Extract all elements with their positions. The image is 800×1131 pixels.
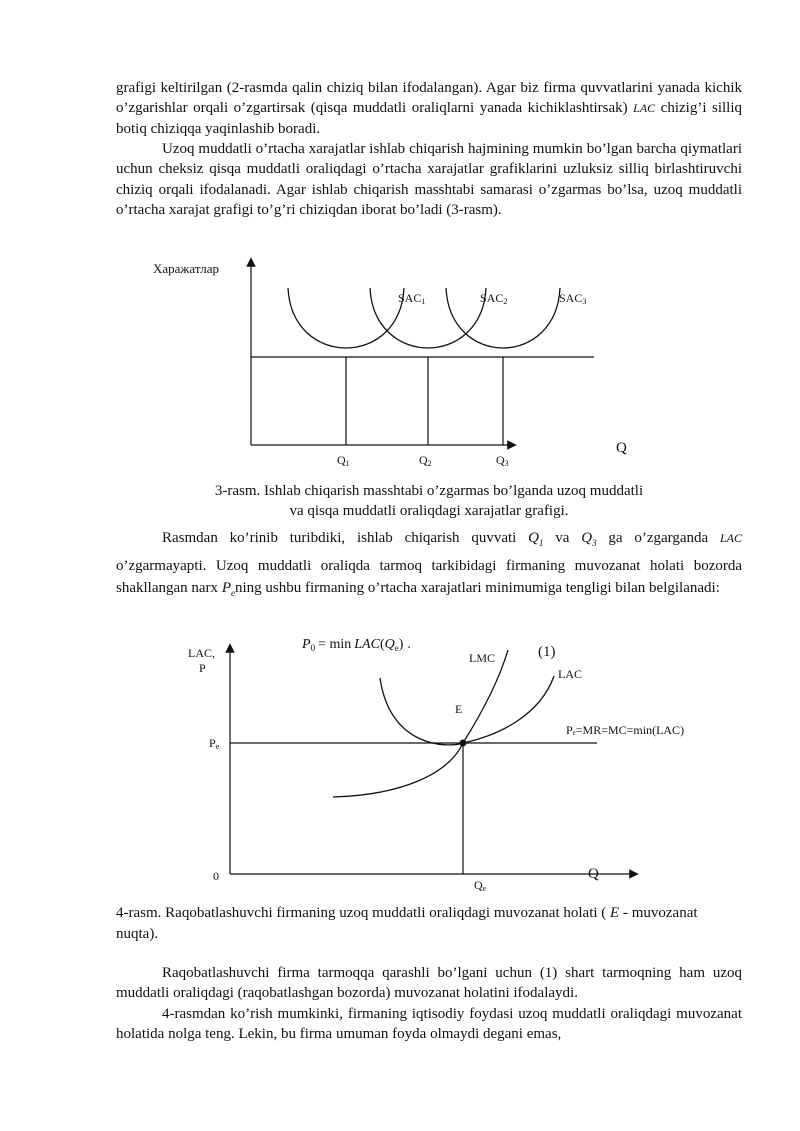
figure-4-chart bbox=[0, 625, 800, 900]
pe-symbol: $P_e$ bbox=[221, 580, 235, 598]
paragraph-2: Uzoq muddatli o’rtacha xarajatlar ishlab chiqarish hajmining mumkin bo’lgan barcha qiymatlari uchun cheksiz qisqa muddatli oraliqdagi o’rtacha xarajatlar grafiklarini uzluksiz silliq birlashtiruvchi chiziq orqali ifodalanadi. Agar ishlab chiqarish masshtabi samarasi o’zgarmas bo’lsa, uzoq muddatli o’rtacha xarajat grafigi to’g’ri chiziqdan iborat bo’ladi (3-rasm). bbox=[116, 141, 742, 218]
paragraph-1-text: grafigi keltirilgan (2-rasmda qalin chiziq bilan ifodalangan). Agar biz firma quvvatlarini yanada kichik o’zgarishlar orqali o’zgartirsak (qisqa muddatli oraliqlarni yanada kichiklashtirsak) bbox=[116, 80, 742, 117]
fig4-equilibrium-point bbox=[460, 740, 467, 747]
q3-symbol: $Q_3$ bbox=[581, 530, 597, 548]
fig3-sac1-curve bbox=[288, 288, 404, 348]
fig4-qe-label: Qe bbox=[474, 878, 487, 893]
fig4-y-label-2: P bbox=[199, 661, 206, 675]
paragraph-1-end: chizig’i silliq botiq chiziqqa yaqinlashib boradi. bbox=[116, 100, 742, 137]
fig4-formula: $P_0 = \min LAC(Q_e)$ . bbox=[302, 637, 411, 653]
fig4-e-label: E bbox=[455, 702, 463, 716]
figure-4-caption: 4-rasm. Raqobatlashuvchi firmaning uzoq muddatli oraliqdagi muvozanat holati ( E - muvozanat nuqta). bbox=[116, 905, 698, 942]
fig4-lmc-curve bbox=[333, 650, 508, 797]
fig4-pe-label: Pe bbox=[209, 736, 220, 751]
figure-3-caption-line-1: 3-rasm. Ishlab chiqarish masshtabi o’zgarmas bo’lganda uzoq muddatli bbox=[214, 483, 644, 499]
lac-symbol: LAC bbox=[633, 101, 656, 116]
lac-symbol-2: LAC bbox=[720, 531, 743, 545]
figure-3-caption-line-2: va qisqa muddatli oraliqdagi xarajatlar grafigi. bbox=[289, 503, 569, 519]
figure-3-caption bbox=[116, 481, 742, 521]
e-symbol: E bbox=[610, 905, 620, 921]
fig3-tick-q1: Q1 bbox=[337, 453, 350, 468]
fig3-tick-q2: Q2 bbox=[419, 453, 432, 468]
q1-symbol: $Q_1$ bbox=[528, 530, 544, 548]
fig4-x-label: Q bbox=[588, 866, 599, 882]
fig4-lac-label: LAC bbox=[558, 667, 582, 681]
fig4-origin: 0 bbox=[213, 869, 219, 883]
fig4-y-label-1: LAC, bbox=[188, 646, 215, 660]
fig4-formula-number: (1) bbox=[538, 644, 556, 660]
fig3-y-label: Харажатлар bbox=[153, 261, 219, 276]
fig4-pe-line-label: Pₑ=MR=MC=min(LAC) bbox=[566, 723, 685, 737]
fig3-sac2-curve bbox=[370, 288, 486, 348]
fig3-tick-q3: Q3 bbox=[496, 453, 509, 468]
paragraph-6: 4-rasmdan ko’rish mumkinki, firmaning iqtisodiy foydasi uzoq muddatli oraliqdagi muvozanat holatida nolga teng. Lekin, bu firma umuman foyda olmaydi degani emas, bbox=[116, 1006, 742, 1043]
fig4-lac-curve bbox=[380, 676, 554, 745]
fig3-sac2-label: SAC2 bbox=[480, 291, 508, 306]
fig3-x-label: Q bbox=[616, 440, 627, 456]
figure-3-chart bbox=[0, 250, 800, 475]
paragraph-5: Raqobatlashuvchi firma tarmoqqa qarashli bo’lgani uchun (1) shart tarmoqning ham uzoq muddatli oraliqdagi (raqobatlashgan bozorda) muvozanat holatini ifodalaydi. bbox=[116, 965, 742, 1002]
paragraph-3: Rasmdan ko’rinib turibdiki, ishlab chiqarish quvvati $Q_1$ va $Q_3$ ga o’zgarganda LAC o’zgarmayapti. Uzoq muddatli oraliqda tarmoq tarkibidagi firmaning muvozanat holati bozorda shakllangan narx $P_ening$ ushbu firmaning o’rtacha xarajatlari minimumiga tengligi bilan belgilanadi: bbox=[116, 530, 743, 598]
paragraph-1 bbox=[116, 78, 742, 139]
fig4-lmc-label: LMC bbox=[469, 651, 496, 665]
fig3-sac3-label: SAC3 bbox=[559, 291, 587, 306]
fig3-sac1-label: SAC1 bbox=[398, 291, 426, 306]
